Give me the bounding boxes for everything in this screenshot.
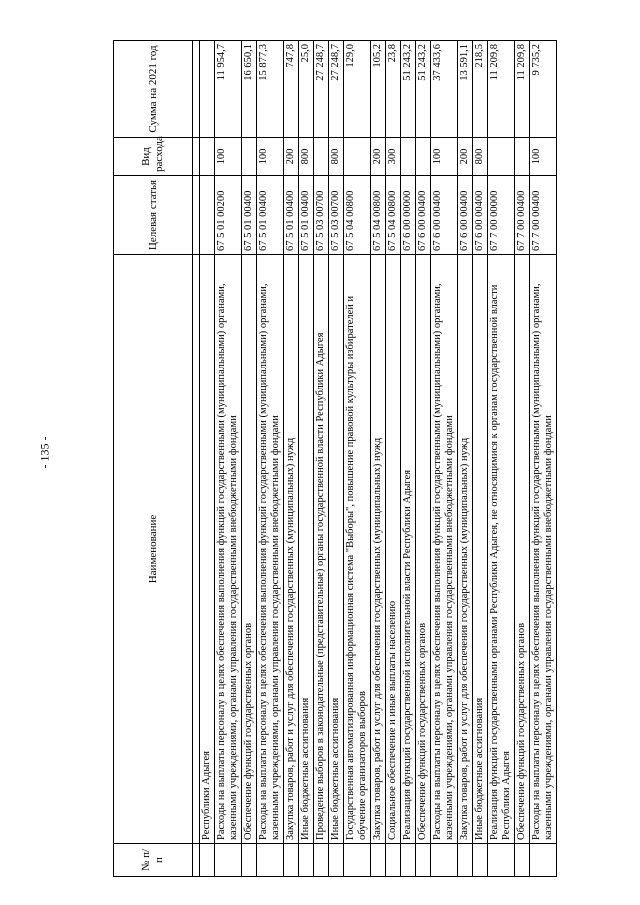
cell-num — [200, 844, 215, 877]
cell-num — [299, 844, 314, 877]
cell-num — [488, 844, 515, 877]
cell-kind: 200 — [371, 138, 386, 176]
cell-code: 67 6 00 00400 — [473, 176, 488, 255]
cell-name: Государственная автоматизированная информационная система "Выборы", повышение правовой культуры избирателей и обучение организаторов выборов — [344, 255, 371, 844]
cell-kind: 200 — [284, 138, 299, 176]
cell-code: 67 5 01 00200 — [215, 176, 242, 255]
cell-sum: 51 243,2 — [416, 41, 431, 138]
cell-kind: 100 — [530, 138, 557, 176]
table-spacer-row — [193, 41, 200, 877]
spacer-cell — [193, 844, 200, 877]
cell-code: 67 6 00 00400 — [416, 176, 431, 255]
table-row — [284, 41, 299, 877]
cell-num — [242, 844, 257, 877]
cell-sum: 747,8 — [284, 41, 299, 138]
cell-sum: 23,8 — [386, 41, 401, 138]
cell-name: Социальное обеспечение и иные выплаты населению — [386, 255, 401, 844]
header-num: № п/п — [114, 844, 193, 877]
cell-code: 67 6 00 00400 — [458, 176, 473, 255]
page-number-text: - 135 - — [37, 436, 52, 469]
cell-kind: 300 — [386, 138, 401, 176]
cell-kind: 800 — [299, 138, 314, 176]
cell-num — [530, 844, 557, 877]
cell-kind — [242, 138, 257, 176]
cell-num — [431, 844, 458, 877]
spacer-cell — [193, 176, 200, 255]
cell-code: 67 5 04 00800 — [386, 176, 401, 255]
cell-name: Проведение выборов в законодательные (представительные) органы государственной власти Республики Адыгея — [314, 255, 329, 844]
table-row — [416, 41, 431, 877]
cell-code: 67 5 01 00400 — [299, 176, 314, 255]
header-code: Целевая статья — [114, 176, 193, 255]
table-header-row — [114, 41, 193, 877]
cell-name: Расходы на выплаты персоналу в целях обеспечения выполнения функций государственными (муниципальными) органами, казенными учреждениями, органами управления государственными внебюджетными фондами — [257, 255, 284, 844]
cell-kind: 100 — [257, 138, 284, 176]
cell-kind: 100 — [431, 138, 458, 176]
table-row — [458, 41, 473, 877]
cell-sum — [200, 41, 215, 138]
cell-num — [344, 844, 371, 877]
table-body — [193, 41, 557, 877]
cell-kind — [314, 138, 329, 176]
cell-sum: 51 243,2 — [401, 41, 416, 138]
cell-kind: 800 — [473, 138, 488, 176]
table-row — [314, 41, 329, 877]
table-row — [530, 41, 557, 877]
cell-name: Республики Адыгея — [200, 255, 215, 844]
cell-kind: 800 — [329, 138, 344, 176]
cell-sum: 27 248,7 — [329, 41, 344, 138]
cell-sum: 11 209,8 — [515, 41, 530, 138]
cell-code: 67 5 01 00400 — [257, 176, 284, 255]
cell-num — [257, 844, 284, 877]
cell-name: Расходы на выплаты персоналу в целях обеспечения выполнения функций государственными (муниципальными) органами, казенными учреждениями, органами управления государственными внебюджетными фондами — [215, 255, 242, 844]
cell-sum: 16 650,1 — [242, 41, 257, 138]
cell-num — [215, 844, 242, 877]
cell-name: Иные бюджетные ассигнования — [473, 255, 488, 844]
table-row — [299, 41, 314, 877]
cell-kind — [200, 138, 215, 176]
cell-sum: 11 954,7 — [215, 41, 242, 138]
budget-table — [113, 40, 557, 877]
cell-code: 67 5 04 00800 — [371, 176, 386, 255]
cell-sum: 129,0 — [344, 41, 371, 138]
cell-num — [284, 844, 299, 877]
header-name: Наименование — [114, 255, 193, 844]
cell-num — [458, 844, 473, 877]
cell-sum: 15 877,3 — [257, 41, 284, 138]
cell-name: Закупка товаров, работ и услуг для обеспечения государственных (муниципальных) нужд — [371, 255, 386, 844]
cell-code: 67 5 01 00400 — [242, 176, 257, 255]
cell-code: 67 7 00 00400 — [515, 176, 530, 255]
cell-name: Обеспечение функций государственных органов — [515, 255, 530, 844]
table-row — [257, 41, 284, 877]
cell-sum: 105,2 — [371, 41, 386, 138]
table-row — [371, 41, 386, 877]
table-row — [473, 41, 488, 877]
table-row — [215, 41, 242, 877]
table-row — [488, 41, 515, 877]
cell-code: 67 6 00 00000 — [401, 176, 416, 255]
table-row — [200, 41, 215, 877]
table-row — [344, 41, 371, 877]
table-row — [515, 41, 530, 877]
cell-code: 67 5 03 00700 — [329, 176, 344, 255]
cell-sum: 218,5 — [473, 41, 488, 138]
cell-name: Закупка товаров, работ и услуг для обеспечения государственных (муниципальных) нужд — [458, 255, 473, 844]
cell-name: Расходы на выплаты персоналу в целях обеспечения выполнения функций государственными (муниципальными) органами, казенными учреждениями, органами управления государственными внебюджетными фондами — [530, 255, 557, 844]
header-sum: Сумма на 2021 год — [114, 41, 193, 138]
cell-name: Иные бюджетные ассигнования — [329, 255, 344, 844]
cell-code: 67 6 00 00400 — [431, 176, 458, 255]
cell-sum: 11 209,8 — [488, 41, 515, 138]
spacer-cell — [193, 41, 200, 138]
rotated-page — [113, 41, 623, 877]
header-kind: Вид расхода — [114, 138, 193, 176]
table-row — [401, 41, 416, 877]
cell-kind — [401, 138, 416, 176]
cell-code: 67 5 04 00800 — [344, 176, 371, 255]
cell-name: Расходы на выплаты персоналу в целях обеспечения выполнения функций государственными (муниципальными) органами, казенными учреждениями, органами управления государственными внебюджетными фондами — [431, 255, 458, 844]
cell-kind — [515, 138, 530, 176]
table-row — [431, 41, 458, 877]
cell-kind — [416, 138, 431, 176]
cell-kind: 200 — [458, 138, 473, 176]
cell-num — [386, 844, 401, 877]
cell-num — [329, 844, 344, 877]
cell-num — [416, 844, 431, 877]
cell-code: 67 5 03 00700 — [314, 176, 329, 255]
cell-kind — [344, 138, 371, 176]
cell-code — [200, 176, 215, 255]
spacer-cell — [193, 255, 200, 844]
cell-code: 67 7 00 00400 — [530, 176, 557, 255]
cell-num — [401, 844, 416, 877]
cell-name: Обеспечение функций государственных органов — [242, 255, 257, 844]
cell-name: Реализация функций государственной исполнительной власти Республики Адыгея — [401, 255, 416, 844]
cell-sum: 27 248,7 — [314, 41, 329, 138]
cell-sum: 25,0 — [299, 41, 314, 138]
cell-sum: 37 433,6 — [431, 41, 458, 138]
cell-num — [371, 844, 386, 877]
table-row — [386, 41, 401, 877]
cell-code: 67 5 01 00400 — [284, 176, 299, 255]
cell-sum: 13 591,1 — [458, 41, 473, 138]
cell-code: 67 7 00 00000 — [488, 176, 515, 255]
cell-name: Обеспечение функций государственных органов — [416, 255, 431, 844]
cell-sum: 9 735,2 — [530, 41, 557, 138]
cell-kind — [488, 138, 515, 176]
cell-name: Иные бюджетные ассигнования — [299, 255, 314, 844]
cell-num — [314, 844, 329, 877]
page-number — [14, 0, 76, 905]
table-row — [242, 41, 257, 877]
cell-name: Закупка товаров, работ и услуг для обеспечения государственных (муниципальных) нужд — [284, 255, 299, 844]
table-row — [329, 41, 344, 877]
cell-num — [473, 844, 488, 877]
cell-kind: 100 — [215, 138, 242, 176]
cell-num — [515, 844, 530, 877]
spacer-cell — [193, 138, 200, 176]
cell-name: Реализация функций государственными органами Республики Адыгея, не относящимися к органам государственной власти Республики Адыгея — [488, 255, 515, 844]
